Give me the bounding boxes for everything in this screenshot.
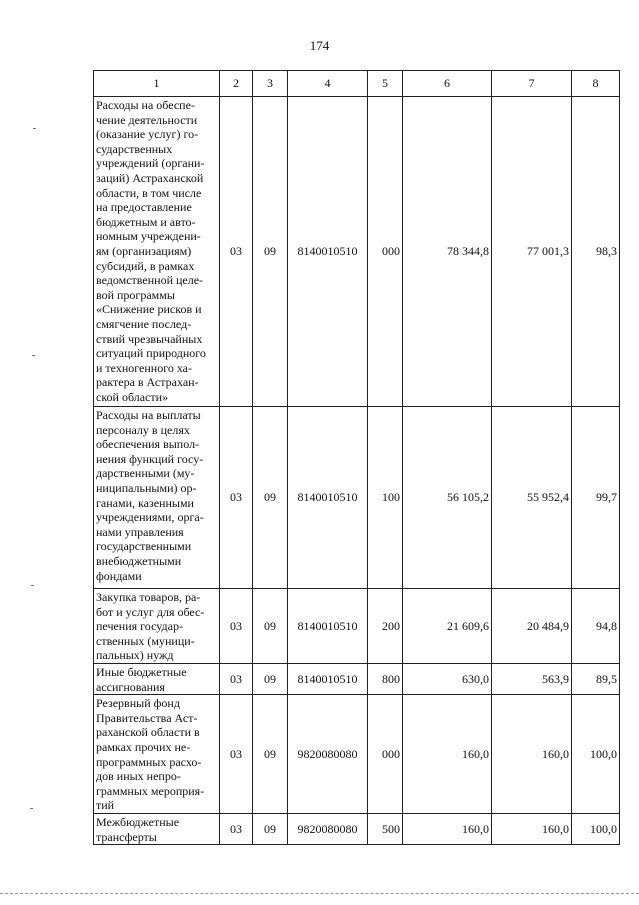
description-line: и техногенного ха- — [96, 360, 192, 375]
target-article-code: 8140010510 — [288, 97, 368, 407]
actual-amount: 20 484,9 — [492, 589, 572, 664]
description-line: раханской области в — [96, 725, 200, 740]
execution-percent: 98,3 — [572, 97, 620, 407]
expense-type-code: 800 — [368, 663, 403, 694]
description-line: бот и услуг для обес- — [96, 604, 205, 619]
execution-percent: 99,7 — [572, 407, 620, 589]
description-line: дов иных непро- — [96, 769, 181, 784]
description-line: программных расхо- — [96, 754, 202, 769]
description-line: Расходы на выплаты — [96, 408, 201, 422]
description-line: ям (организациям) — [96, 243, 192, 258]
execution-percent: 89,5 — [572, 663, 620, 694]
description-line: фондами — [96, 568, 142, 583]
description-line: печения государ- — [96, 619, 183, 634]
description-line: трансферты — [96, 829, 157, 844]
planned-amount: 160,0 — [403, 695, 492, 814]
margin-mark — [32, 355, 35, 356]
table-row — [94, 97, 620, 407]
column-header-4: 4 — [288, 71, 368, 97]
description-line: рактера в Астрахан- — [96, 375, 199, 390]
description-line: тий — [96, 798, 115, 813]
expense-type-code: 000 — [368, 97, 403, 407]
margin-mark — [30, 808, 33, 809]
actual-amount: 55 952,4 — [492, 407, 572, 589]
description-line: субсидий, в рамках — [96, 258, 195, 273]
description-line: Резервный фонд — [96, 696, 180, 711]
subsection-code: 09 — [253, 813, 288, 844]
actual-amount: 563,9 — [492, 663, 572, 694]
description-line: ганами, казенными — [96, 495, 194, 510]
execution-percent: 94,8 — [572, 589, 620, 664]
description-line: учреждений (органи- — [96, 156, 205, 171]
description-line: рамках прочих не- — [96, 739, 191, 754]
description-line: (оказание услуг) го- — [96, 127, 199, 142]
description-line: Закупка товаров, ра- — [96, 590, 201, 604]
description-line: Межбюджетные — [96, 814, 180, 829]
description-line: номным учреждени- — [96, 229, 201, 244]
description-line: внебюджетными — [96, 553, 182, 568]
description-line: обеспечения выпол- — [96, 437, 200, 452]
table-row — [94, 663, 620, 694]
subsection-code: 09 — [253, 97, 288, 407]
description-line: ственных (муници- — [96, 633, 195, 648]
description-line: Расходы на обеспе- — [96, 98, 195, 112]
planned-amount: 630,0 — [403, 663, 492, 694]
description-line: Иные бюджетные — [96, 664, 187, 679]
section-code: 03 — [220, 663, 253, 694]
description-line: ассигнования — [96, 679, 165, 694]
target-article-code: 9820080080 — [288, 695, 368, 814]
subsection-code: 09 — [253, 663, 288, 694]
description-line: персоналу в целях — [96, 422, 190, 437]
row-description — [94, 813, 220, 844]
column-header-3: 3 — [253, 71, 288, 97]
budget-table — [93, 70, 620, 845]
actual-amount: 160,0 — [492, 813, 572, 844]
column-header-2: 2 — [220, 71, 253, 97]
row-description — [94, 97, 220, 407]
table-row — [94, 589, 620, 664]
description-line: смягчение послед- — [96, 316, 192, 331]
section-code: 03 — [220, 589, 253, 664]
description-line: «Снижение рисков и — [96, 302, 202, 317]
column-header-6: 6 — [403, 71, 492, 97]
margin-mark — [33, 128, 36, 129]
description-line: учреждениями, орга- — [96, 510, 204, 525]
margin-mark — [31, 585, 34, 586]
execution-percent: 100,0 — [572, 695, 620, 814]
description-line: на предоставление — [96, 200, 192, 215]
description-line: нения функций госу- — [96, 451, 204, 466]
section-code: 03 — [220, 813, 253, 844]
description-line: чение деятельности — [96, 112, 198, 127]
description-line: вой программы — [96, 287, 175, 302]
subsection-code: 09 — [253, 407, 288, 589]
description-line: ской области» — [96, 389, 169, 404]
description-line: государственными — [96, 539, 192, 554]
table-row — [94, 407, 620, 589]
row-description — [94, 407, 220, 589]
planned-amount: 160,0 — [403, 813, 492, 844]
subsection-code: 09 — [253, 589, 288, 664]
description-line: бюджетным и авто- — [96, 214, 196, 229]
execution-percent: 100,0 — [572, 813, 620, 844]
column-header-1: 1 — [94, 71, 220, 97]
subsection-code: 09 — [253, 695, 288, 814]
description-line: дарственными (му- — [96, 466, 195, 481]
column-header-5: 5 — [368, 71, 403, 97]
expense-type-code: 200 — [368, 589, 403, 664]
expense-type-code: 500 — [368, 813, 403, 844]
target-article-code: 8140010510 — [288, 407, 368, 589]
section-code: 03 — [220, 695, 253, 814]
section-code: 03 — [220, 97, 253, 407]
row-description — [94, 589, 220, 664]
planned-amount: 78 344,8 — [403, 97, 492, 407]
expense-type-code: 000 — [368, 695, 403, 814]
column-header-8: 8 — [572, 71, 620, 97]
target-article-code: 9820080080 — [288, 813, 368, 844]
planned-amount: 21 609,6 — [403, 589, 492, 664]
target-article-code: 8140010510 — [288, 589, 368, 664]
description-line: сударственных — [96, 141, 173, 156]
section-code: 03 — [220, 407, 253, 589]
actual-amount: 77 001,3 — [492, 97, 572, 407]
description-line: ниципальными) ор- — [96, 480, 197, 495]
column-header-7: 7 — [492, 71, 572, 97]
description-line: ведомственной целе- — [96, 273, 204, 288]
description-line: пальных) нужд — [96, 648, 174, 663]
description-line: ситуаций природного — [96, 346, 206, 361]
description-line: области, в том числе — [96, 185, 202, 200]
row-description — [94, 695, 220, 814]
expense-type-code: 100 — [368, 407, 403, 589]
description-line: граммных мероприя- — [96, 783, 205, 798]
table-row — [94, 813, 620, 844]
row-description — [94, 663, 220, 694]
target-article-code: 8140010510 — [288, 663, 368, 694]
description-line: заций) Астраханской — [96, 170, 204, 185]
actual-amount: 160,0 — [492, 695, 572, 814]
description-line: нами управления — [96, 524, 184, 539]
description-line: Правительства Аст- — [96, 710, 198, 725]
header-row — [94, 71, 620, 97]
page-number: 174 — [309, 38, 330, 53]
description-line: ствий чрезвычайных — [96, 331, 203, 346]
bottom-rule — [0, 893, 639, 894]
table-row — [94, 695, 620, 814]
planned-amount: 56 105,2 — [403, 407, 492, 589]
